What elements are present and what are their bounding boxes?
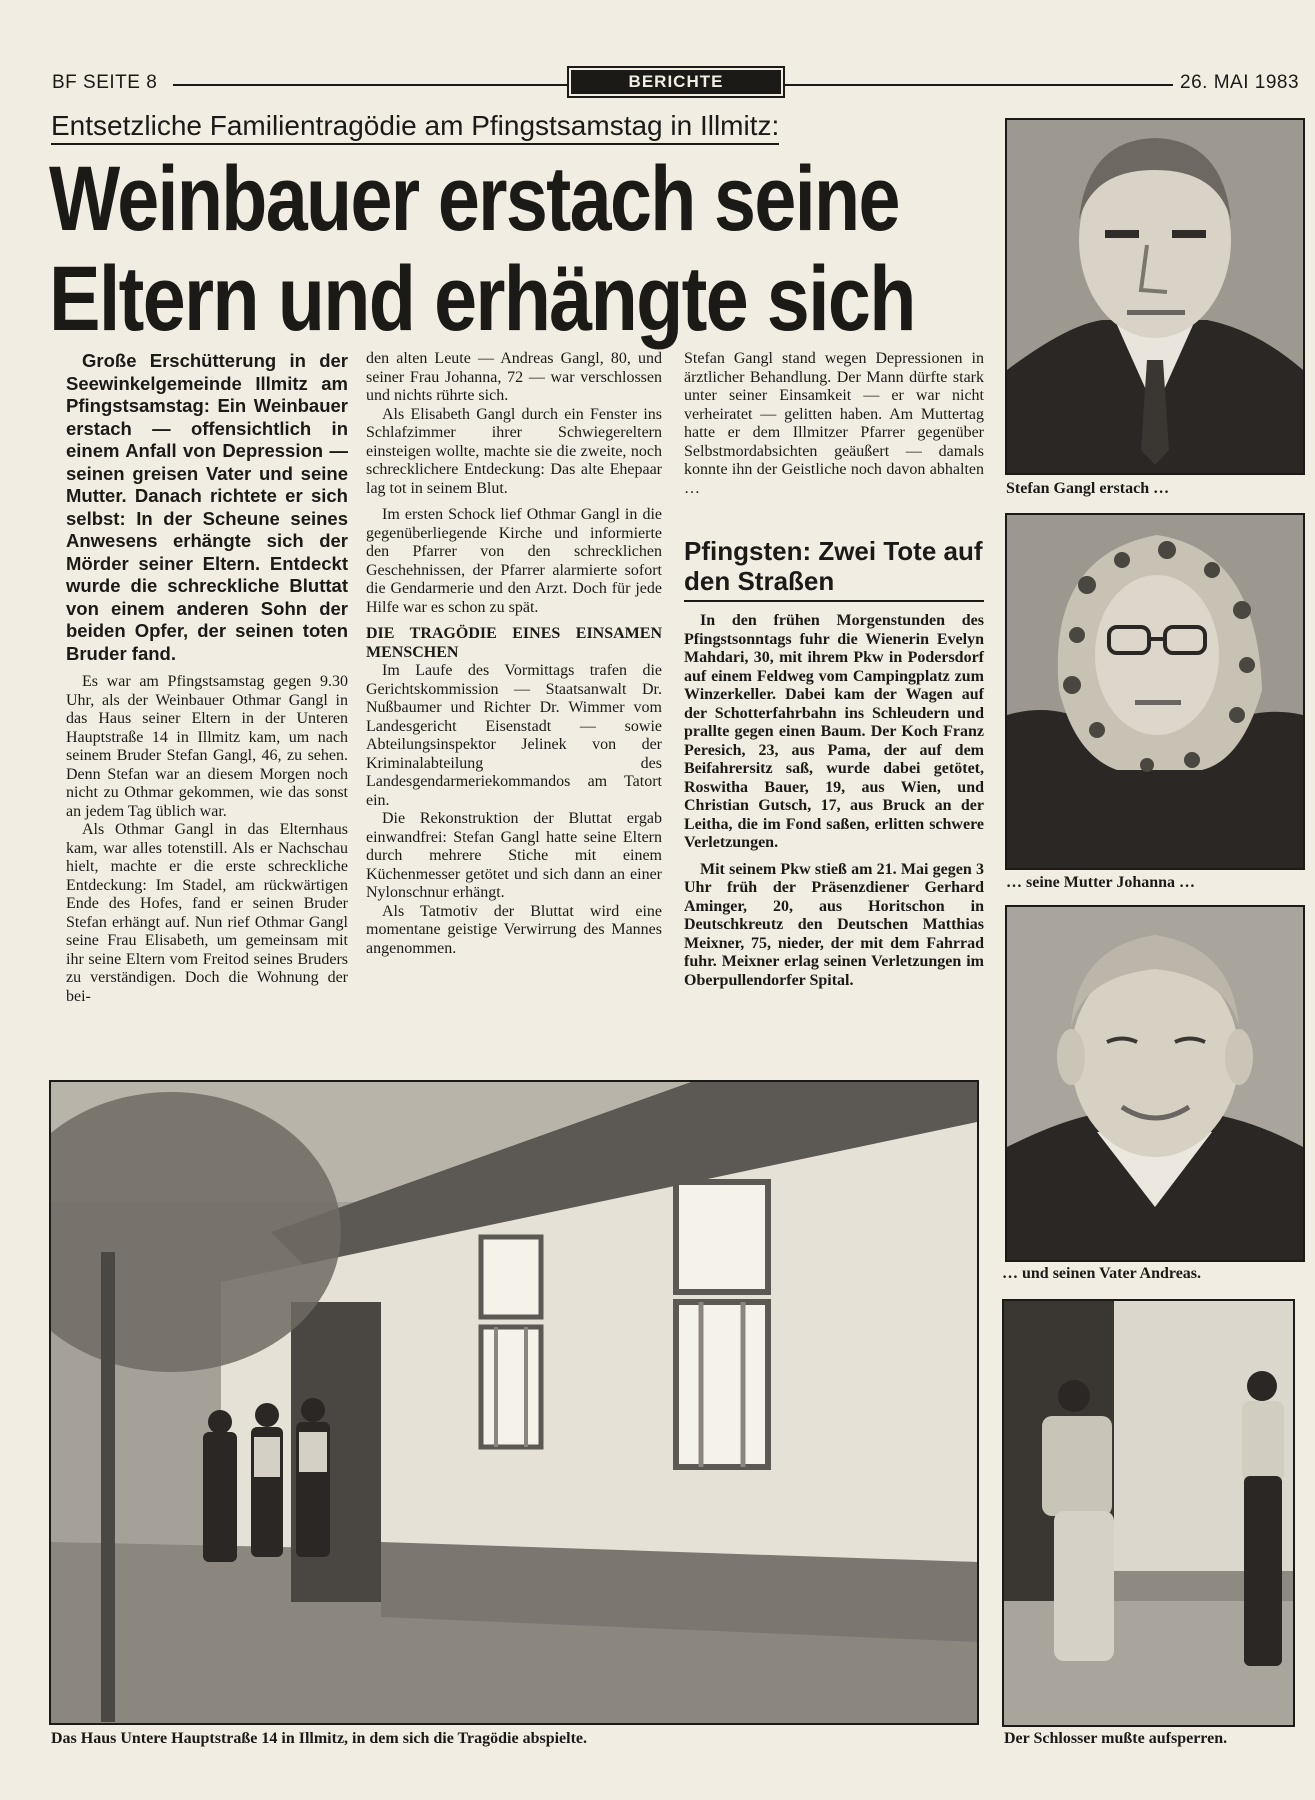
- portrait-father-photo: [1005, 905, 1305, 1262]
- article-column-2: [366, 350, 662, 958]
- header-rule-right: [785, 84, 1173, 86]
- caption-house: Das Haus Untere Hauptstraße 14 in Illmitz, in dem sich die Tragödie abspielte.: [51, 1730, 588, 1747]
- caption-father: … und seinen Vater Andreas.: [1002, 1265, 1202, 1282]
- kicker: Entsetzliche Familientragödie am Pfingstsamstag in Illmitz:: [51, 110, 779, 145]
- section-label-text: BERICHTE: [571, 70, 781, 94]
- headline-line-2: Eltern und erhängte sich: [49, 248, 915, 350]
- issue-date: 26. MAI 1983: [1180, 72, 1300, 93]
- sidebar-headline: Pfingsten: Zwei Tote auf den Straßen: [684, 536, 984, 602]
- body-paragraph: Im ersten Schock lief Othmar Gangl in die gegenüberliegende Kirche und informierte den Pfarrer von den schrecklichen Geschehnissen, der Pfarrer alarmierte sofort die Gendarmerie und den Arzt. Doch für jede Hilfe war es schon zu spät.: [366, 506, 662, 616]
- portrait-mother-photo: [1005, 513, 1305, 870]
- body-paragraph: Es war am Pfingstsamstag gegen 9.30 Uhr, als der Weinbauer Othmar Gangl in das Haus seiner Eltern in der Unteren Hauptstraße 14 in Illmitz kam, um nach seinem Bruder Stefan Gangl, 46, zu sehen. Denn Stefan war an diesem Morgen noch nicht zu Othmar gekommen, wie das sonst an jedem Tag üblich war.: [66, 673, 348, 820]
- body-paragraph: Als Othmar Gangl in das Elternhaus kam, war alles totenstill. Als er Nachschau hielt, machte er die erste schreckliche Entdeckung: Im Stadel, am rückwärtigen Ende des Hofes, fand er seinen Bruder Stefan erhängt auf. Nun rief Othmar Gangl seine Frau Elisabeth, um gemeinsam mit ihr seine Eltern vom Freitod seines Bruders zu verständigen. Doch die Wohnung der bei-: [66, 821, 348, 1005]
- lead-paragraph: Große Erschütterung in der Seewinkelgemeinde Illmitz am Pfingstsamstag: Ein Weinbauer erstach — offensichtlich in einem Anfall von Depression — seinen greisen Vater und seine Mutter. Danach richtete er sich selbst: In der Scheune seines Anwesens erhängte sich der Mörder seiner Eltern. Entdeckt wurde die schreckliche Bluttat von einem anderen Sohn der beiden Opfer, der seinen toten Bruder fand.: [66, 350, 348, 664]
- sidebar-paragraph: Mit seinem Pkw stieß am 21. Mai gegen 3 Uhr früh der Präsenzdiener Gerhard Aminger, 20, aus Horitschon in Deutschkreutz den Deutschen Matthias Meixner, 75, nieder, der mit dem Fahrrad fuhr. Meixner erlag seinen Verletzungen im Oberpullendorfer Spital.: [684, 860, 984, 989]
- header-rule-left: [173, 84, 567, 86]
- body-paragraph: den alten Leute — Andreas Gangl, 80, und seiner Frau Johanna, 72 — war verschlossen und nichts rührte sich.: [366, 350, 662, 404]
- subheading: DIE TRAGÖDIE EINES EINSAMEN MENSCHEN: [366, 625, 662, 661]
- portrait-stefan-photo: [1005, 118, 1305, 475]
- sidebar-paragraph: In den frühen Morgenstunden des Pfingstsonntags fuhr die Wienerin Evelyn Mahdari, 30, mit ihrem Pkw in Podersdorf auf einem Feldweg vom Campingplatz zum Winzerkeller. Dabei kam der Wagen auf der Schotterfahrbahn ins Schleudern und prallte gegen einen Baum. Der Koch Franz Peresich, 23, aus Pama, der auf dem Beifahrersitz saß, wurde dabei getötet, Roswitha Bauer, 19, aus Wien, und Christian Gutsch, 17, aus Bruck an der Leitha, die im Fond saßen, erlitten schwere Verletzungen.: [684, 612, 984, 851]
- page-label: BF SEITE 8: [52, 72, 158, 93]
- sidebar-article: [684, 536, 984, 990]
- article-column-1: [66, 350, 348, 1006]
- body-paragraph: Stefan Gangl stand wegen Depressionen in ärztlicher Behandlung. Der Mann dürfte stark unter seiner Einsamkeit — er war nicht verheiratet — gelitten haben. Am Muttertag hatte er dem Illmitzer Pfarrer gegenüber Selbstmordabsichten geäußert — damals konnte ihn der Geistliche noch davon abhalten …: [684, 350, 984, 497]
- body-paragraph: Als Elisabeth Gangl durch ein Fenster ins Schlafzimmer ihrer Schwiegereltern einsteigen wollte, machte sie die zweite, noch schrecklichere Entdeckung: Das alte Ehepaar lag tot in seinem Blut.: [366, 405, 662, 497]
- body-paragraph: Als Tatmotiv der Bluttat wird eine momentane geistige Verwirrung des Mannes angenommen.: [366, 902, 662, 957]
- section-label: [567, 66, 785, 98]
- headline-line-1: Weinbauer erstach seine: [49, 148, 899, 250]
- caption-locksmith: Der Schlosser mußte aufsperren.: [1004, 1730, 1228, 1747]
- body-paragraph: Im Laufe des Vormittags trafen die Gerichtskommission — Staatsanwalt Dr. Nußbaumer und Richter Dr. Wimmer vom Landesgericht Eisenstadt — sowie Abteilungsinspektor Jelinek von der Kriminalabteilung des Landesgendarmeriekommandos am Tatort ein.: [366, 662, 662, 809]
- body-paragraph: Die Rekonstruktion der Bluttat ergab einwandfrei: Stefan Gangl hatte seine Eltern durch mehrere Stiche mit einem Küchenmesser getötet und sich dann an einer Nylonschnur erhängt.: [366, 810, 662, 901]
- locksmith-photo: [1002, 1299, 1295, 1727]
- house-photo: [49, 1080, 979, 1725]
- article-column-3: [684, 350, 984, 498]
- caption-stefan: Stefan Gangl erstach …: [1006, 480, 1170, 497]
- caption-mother: … seine Mutter Johanna …: [1006, 874, 1196, 891]
